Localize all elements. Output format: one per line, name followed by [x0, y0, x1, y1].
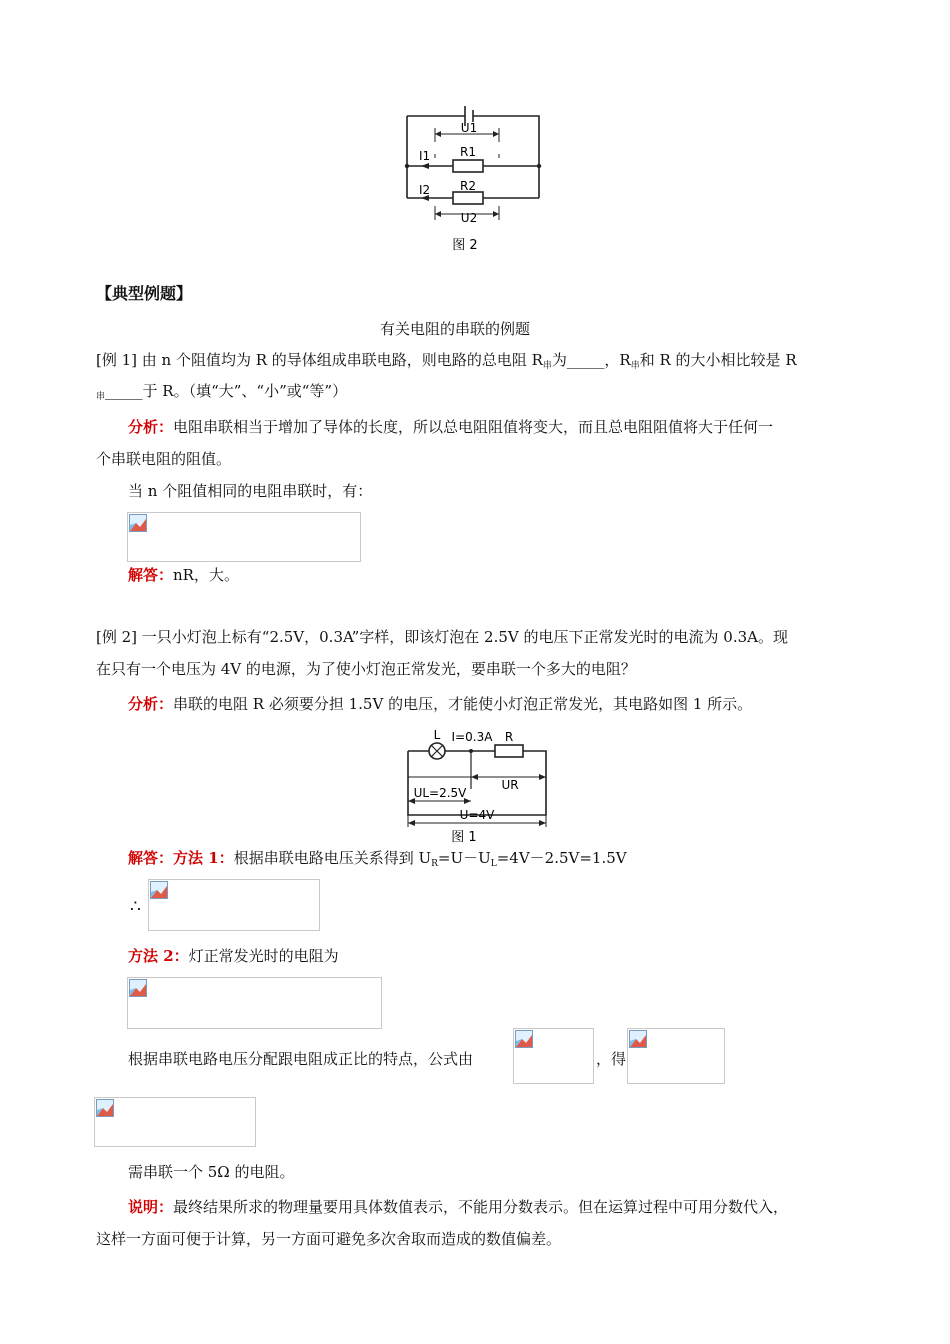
label-current: I=0.3A — [451, 730, 493, 744]
label-resistor: R — [504, 730, 514, 744]
example-2-question-line-2: 在只有一个电压为 4V 的电源，为了使小灯泡正常发光，要串联一个多大的电阻？ — [96, 660, 636, 678]
label-u: U=4V — [459, 808, 495, 822]
example-1-answer: 解答：nR，大。 — [128, 566, 239, 584]
formula-image-6 — [94, 1097, 256, 1147]
label-ul: UL=2.5V — [413, 786, 467, 800]
figure-1-circuit — [400, 727, 555, 847]
broken-image-icon — [150, 881, 168, 899]
figure-1-caption: 图 1 — [451, 830, 477, 845]
broken-image-icon — [96, 1099, 114, 1117]
figure-2-circuit — [395, 98, 555, 256]
example-2-question-line-1: [例 2] 一只小灯泡上标有“2.5V，0.3A”字样，即该灯泡在 2.5V 的电压下正常发光时的电流为 0.3A。现 — [96, 628, 788, 646]
example-2-method-1: 解答：方法 1：根据串联电路电压关系得到 $U_R=U-U_L=4V-2.5V=1.5V$ — [128, 849, 627, 869]
therefore-symbol: ∴ — [130, 897, 141, 917]
broken-image-icon — [629, 1030, 647, 1048]
label-u1: U1 — [460, 121, 478, 135]
example-1-analysis-line-1: 分析：电阻串联相当于增加了导体的长度，所以总电阻阻值将变大，而且总电阻阻值将大于任何一 — [128, 418, 774, 436]
figure-2-caption: 图 2 — [452, 238, 478, 253]
label-u2: U2 — [460, 211, 478, 225]
example-1-note: 当 n 个阻值相同的电阻串联时，有： — [128, 482, 373, 500]
formula-image-2 — [148, 879, 320, 931]
example-1-question-line-1: [例 1] 由 n 个阻值均为 R 的导体组成串联电路，则电路的总电阻 $R_串$为_____，$R_串$和 R 的大小相比较是 R — [96, 351, 797, 371]
label-r1: R1 — [460, 145, 476, 159]
label-lamp: L — [433, 728, 441, 742]
example-2-analysis: 分析：串联的电阻 R 必须要分担 1.5V 的电压，才能使小灯泡正常发光，其电路如图 1 所示。 — [128, 695, 753, 713]
label-r2: R2 — [460, 179, 476, 193]
broken-image-icon — [515, 1030, 533, 1048]
example-1-analysis-line-2: 个串联电阻的阻值。 — [96, 450, 232, 468]
section-title: 【典型例题】 — [96, 284, 193, 303]
example-2-note-line-2: 这样一方面可便于计算，另一方面可避免多次舍取而造成的数值偏差。 — [96, 1230, 562, 1248]
formula-image-4 — [513, 1028, 594, 1084]
label-ur: UR — [501, 778, 519, 792]
example-2-method-2: 方法 2：灯正常发光时的电阻为 — [128, 947, 339, 965]
label-i2: I2 — [419, 183, 431, 197]
broken-image-icon — [129, 514, 147, 532]
example-2-proportion-suffix: ，得 — [596, 1050, 627, 1068]
formula-image-1 — [127, 512, 361, 562]
example-1-question-line-2: $_串$_____于 R。（填“大”、“小”或“等”） — [96, 382, 348, 402]
subtitle: 有关电阻的串联的例题 — [380, 320, 531, 338]
formula-image-3 — [127, 977, 382, 1029]
example-2-proportion-text: 根据串联电路电压分配跟电阻成正比的特点，公式由 — [128, 1050, 474, 1068]
formula-image-5 — [627, 1028, 725, 1084]
example-2-note-line-1: 说明：最终结果所求的物理量要用具体数值表示，不能用分数表示。但在运算过程中可用分数代入， — [128, 1198, 789, 1216]
broken-image-icon — [129, 979, 147, 997]
label-i1: I1 — [419, 149, 431, 163]
example-2-conclusion: 需串联一个 5Ω 的电阻。 — [128, 1163, 295, 1181]
